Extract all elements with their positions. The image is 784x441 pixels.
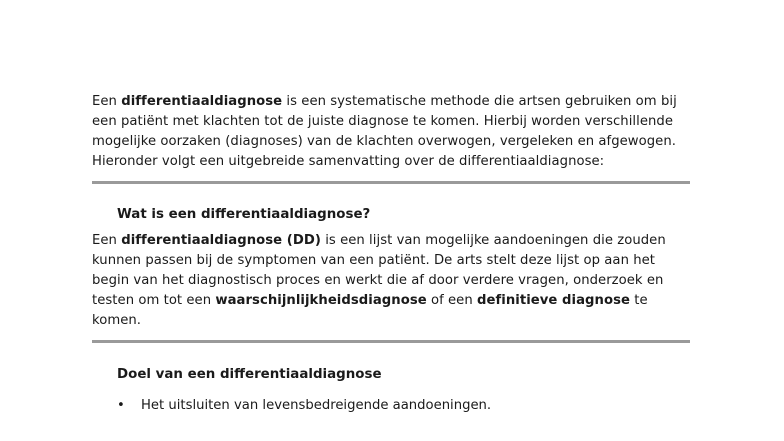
list-item	[117, 396, 692, 416]
section1-mid: is een lijst van mogelijke aandoeningen die zouden kunnen passen bij de symptomen van een patiënt. De arts stelt deze lijst op aan het begin van het diagnostisch proces en werkt die af door verdere vragen, onderzoek en testen om tot een	[92, 233, 666, 308]
intro-prefix: Een	[92, 94, 122, 109]
section1-suffix: te komen.	[92, 293, 648, 328]
intro-rest: is een systematische methode die artsen gebruiken om bij een patiënt met klachten tot de juiste diagnose te komen. Hierbij worden verschillende mogelijke oorzaken (diagnoses) van de klachten overwogen, vergeleken en afgewogen. Hieronder volgt een uitgebreide samenvatting over de differentiaaldiagnose:	[92, 94, 677, 169]
goal-list	[92, 396, 692, 416]
section-divider	[92, 181, 690, 184]
intro-term: differentiaaldiagnose	[121, 94, 283, 109]
section1-mid2: of een	[426, 293, 477, 308]
section1-term2: waarschijnlijkheidsdiagnose	[215, 293, 427, 308]
section-paragraph-what-is	[92, 231, 692, 331]
bullet-icon: •	[117, 398, 125, 413]
section-heading-what-is: Wat is een differentiaaldiagnose?	[117, 207, 371, 222]
section1-prefix: Een	[92, 233, 122, 248]
section1-term: differentiaaldiagnose (DD)	[121, 233, 321, 248]
section1-term3: definitieve diagnose	[477, 293, 630, 308]
section-heading-goal: Doel van een differentiaaldiagnose	[117, 367, 382, 382]
list-item-text: Het uitsluiten van levensbedreigende aandoeningen.	[141, 398, 492, 413]
intro-paragraph	[92, 92, 692, 172]
section-divider	[92, 340, 690, 343]
document-page	[92, 92, 692, 416]
